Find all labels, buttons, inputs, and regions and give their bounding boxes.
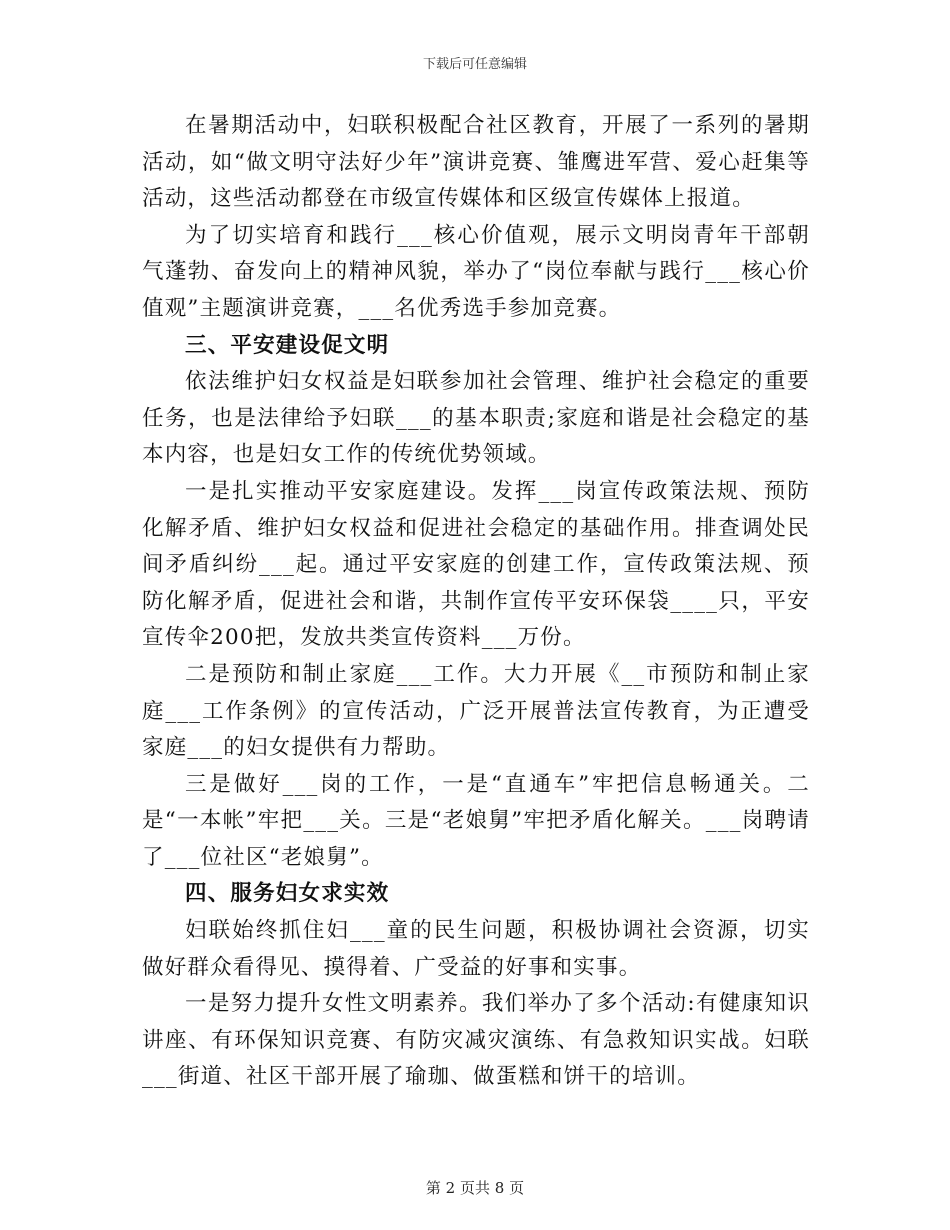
page-header: 下载后可任意编辑 — [422, 57, 527, 72]
paragraph: 在暑期活动中，妇联积极配合社区教育，开展了一系列的暑期活动，如“做文明守法好少年”演讲竞赛、雏鹰进军营、爱心赶集等活动，这些活动都登在市级宣传媒体和区级宣传媒体上报道。 — [142, 113, 810, 212]
paragraph: 一是努力提升女性文明素养。我们举办了多个活动:有健康知识讲座、有环保知识竞赛、有防灾减灾演练、有急救知识实战。妇联___街道、社区干部开展了瑜珈、做蛋糕和饼干的培训。 — [142, 991, 810, 1090]
paragraph: 为了切实培育和践行___核心价值观，展示文明岗青年干部朝气蓬勃、奋发向上的精神风貌，举办了“岗位奉献与践行___核心价值观”主题演讲竞赛，___名优秀选手参加竞赛。 — [142, 222, 810, 321]
paragraph: 依法维护妇女权益是妇联参加社会管理、维护社会稳定的重要任务，也是法律给予妇联___的基本职责;家庭和谐是社会稳定的基本内容，也是妇女工作的传统优势领域。 — [142, 369, 810, 468]
paragraph: 二是预防和制止家庭___工作。大力开展《__市预防和制止家庭___工作条例》的宣传活动，广泛开展普法宣传教育，为正遭受家庭___的妇女提供有力帮助。 — [142, 661, 810, 761]
page-footer: 第 2 页共 8 页 — [425, 1179, 525, 1197]
paragraph: 一是扎实推动平安家庭建设。发挥___岗宣传政策法规、预防化解矛盾、维护妇女权益和促进社会稳定的基础作用。排查调处民间矛盾纠纷___起。通过平安家庭的创建工作，宣传政策法规、预防化解矛盾，促进社会和谐，共制作宣传平安环保袋____只，平安宣传伞200把，发放共类宣传资料___万份。 — [142, 478, 810, 651]
document-body — [142, 108, 810, 1096]
paragraph: 妇联始终抓住妇___童的民生问题，积极协调社会资源，切实做好群众看得见、摸得着、广受益的好事和实事。 — [142, 918, 810, 980]
section-heading: 三、平安建设促文明 — [185, 332, 390, 358]
section-heading: 四、服务妇女求实效 — [185, 881, 390, 907]
paragraph: 三是做好___岗的工作，一是“直通车”牢把信息畅通关。二是“一本帐”牢把___关。三是“老娘舅”牢把矛盾化解关。___岗聘请了___位社区“老娘舅”。 — [142, 771, 810, 870]
